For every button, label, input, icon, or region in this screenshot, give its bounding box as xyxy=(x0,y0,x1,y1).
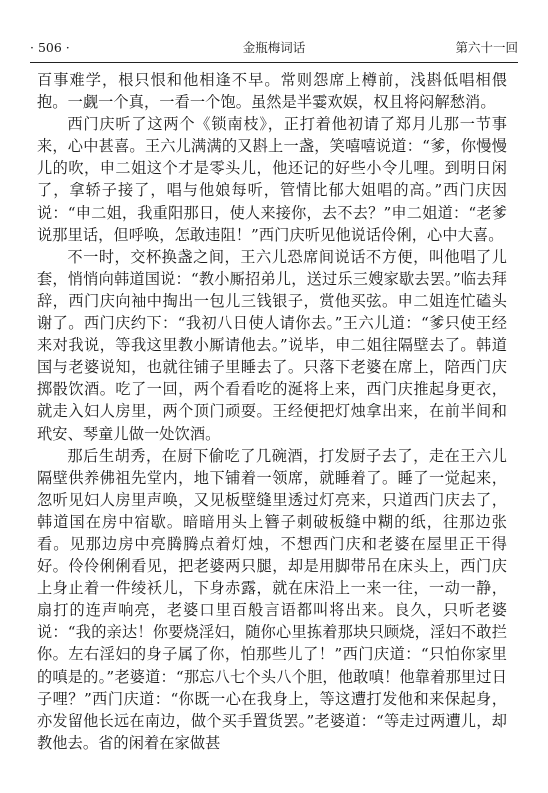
paragraph-4: 那后生胡秀，在厨下偷吃了几碗酒，打发厨子去了，走在王六儿隔壁供养佛祖先堂内，地下铺着一领席，就睡着了。睡了一觉起来，忽听见妇人房里声唤，又见板壁缝里透过灯亮来，只道西门庆去了，韩道国在房中宿歇。暗暗用头上簪子刺破板缝中糊的纸，往那边张看。见那边房中亮腾腾点着灯烛，不想西门庆和老婆在屋里正干得好。伶伶俐俐看见，把老婆两只腿，却是用脚带吊在床头上，西门庆上身止着一件绫袄儿，下身赤露，就在床沿上一来一往，一动一静，扇打的连声响亮，老婆口里百般言语都叫将出来。良久，只听老婆说：“我的亲达！你要烧淫妇，随你心里拣着那块只顾烧，淫妇不敢拦你。左右淫妇的身子属了你，怕那些儿了！”西门庆道：“只怕你家里的嗔是的。”老婆道：“那忘八七个头八个胆，他敢嗔！他靠着那里过日子哩？”西门庆道：“你既一心在我身上，等这遭打发他和来保起身，亦发留他长远在南边，做个买手置货罢。”老婆道：“等走过两遭儿，却教他去。省的闲着在家做甚 xyxy=(37,446,507,752)
book-title: 金瓶梅词话 xyxy=(242,40,306,55)
page-body xyxy=(37,69,507,754)
paragraph-1: 百事难学，根只恨和他相逢不早。常则怨席上樽前，浅斟低唱相偎抱。一觑一个真，一看一个饱。虽然是半霎欢娱，权且将闷解愁消。 xyxy=(37,71,507,112)
header-rule xyxy=(30,62,518,63)
page-number: · 506 · xyxy=(30,40,70,55)
running-header xyxy=(30,38,518,58)
chapter-title: 第六十一回 xyxy=(455,40,518,55)
paragraph-2: 西门庆听了这两个《锁南枝》，正打着他初请了郑月儿那一节事来，心中甚喜。王六儿满满的又斟上一盏，笑嘻嘻说道：“爹，你慢慢儿的吹，申二姐这个才是零头儿，他还记的好些小令儿哩。到明日闲了，拿轿子接了，唱与他娘每听，管情比郁大姐唱的高。”西门庆因说：“申二姐，我重阳那日，使人来接你，去不去？”申二姐道：“老爹说那里话，但呼唤，怎敢违阻！”西门庆听见他说话伶俐，心中大喜。 xyxy=(37,115,507,244)
paragraph-3: 不一时，交杯换盏之间，王六儿恐席间说话不方便，叫他唱了儿套，悄悄向韩道国说：“教小厮招弟儿，送过乐三嫂家歇去罢。”临去拜辞，西门庆向袖中掏出一包儿三钱银子，赏他买弦。申二姐连忙磕头谢了。西门庆约下：“我初八日使人请你去。”王六儿道：“爹只使王经来对我说，等我这里教小厮请他去。”说毕，申二姐往隔壁去了。韩道国与老婆说知，也就往铺子里睡去了。只落下老婆在席上，陪西门庆掷骰饮酒。吃了一回，两个看看吃的涎将上来，西门庆推起身更衣，就走入妇人房里，两个顶门顽耍。王经便把灯烛拿出来，在前半间和玳安、琴童儿做一处饮酒。 xyxy=(37,247,507,443)
